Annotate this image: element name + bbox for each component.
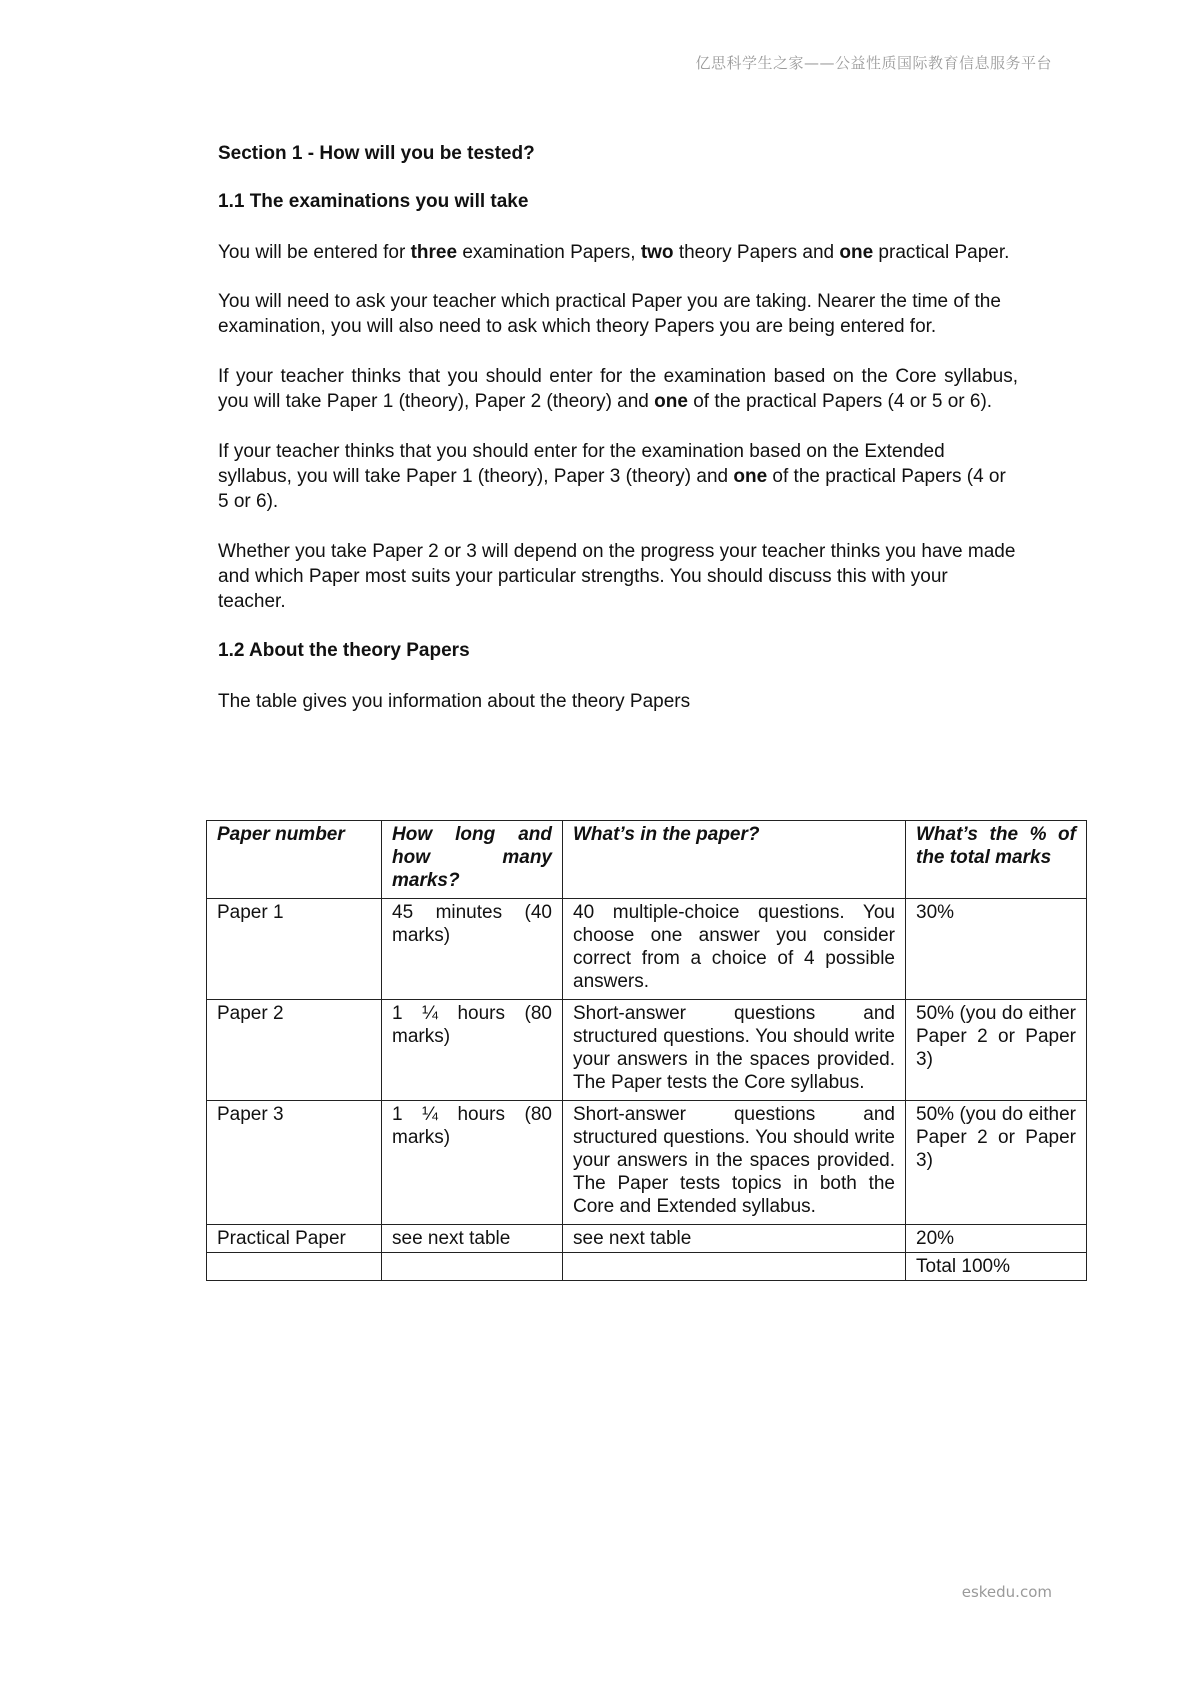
section-title: Section 1 - How will you be tested?: [218, 143, 535, 164]
header-watermark: 亿思科学生之家——公益性质国际教育信息服务平台: [695, 54, 1052, 72]
table-cell: 40 multiple-choice questions. You choose one answer you consider correct from a choice of 4 possible answers.: [563, 899, 906, 1000]
theory-papers-table-wrapper: [206, 820, 1087, 1281]
paragraph-ask-teacher: You will need to ask your teacher which practical Paper you are taking. Nearer the time of the examination, you will also need to ask which theory Papers you are being entered for.: [218, 291, 1001, 337]
footer-watermark: eskedu.com: [961, 1583, 1052, 1601]
table-cell: Practical Paper: [207, 1225, 382, 1253]
table-header-row: [207, 821, 1087, 899]
table-cell: 1 ¼ hours (80 marks): [382, 1101, 563, 1225]
paragraph-papers-entered: You will be entered for three examination Papers, two theory Papers and one practical Paper.: [218, 242, 1010, 263]
table-row: [207, 1225, 1087, 1253]
table-cell: Paper 2: [207, 1000, 382, 1101]
table-row: [207, 899, 1087, 1000]
table-cell: 30%: [906, 899, 1087, 1000]
paragraph-paper-choice: Whether you take Paper 2 or 3 will depend on the progress your teacher thinks you have made and which Paper most suits your particular strengths. You should discuss this with your teacher.: [218, 541, 1016, 612]
subsection-title-1-2: 1.2 About the theory Papers: [218, 640, 470, 661]
table-cell: 50% (you do either Paper 2 or Paper 3): [906, 1000, 1087, 1101]
table-header-cell: What’s the % of the total marks: [906, 821, 1087, 899]
table-cell: [207, 1253, 382, 1281]
table-cell: [563, 1253, 906, 1281]
table-cell: Total 100%: [906, 1253, 1087, 1281]
table-header-cell: How long and how many marks?: [382, 821, 563, 899]
table-cell: see next table: [382, 1225, 563, 1253]
table-row: [207, 1101, 1087, 1225]
table-header-cell: What’s in the paper?: [563, 821, 906, 899]
table-cell: Paper 1: [207, 899, 382, 1000]
table-row: [207, 1000, 1087, 1101]
table-cell: 1 ¼ hours (80 marks): [382, 1000, 563, 1101]
theory-papers-table: [206, 820, 1087, 1281]
subsection-title-1-1: 1.1 The examinations you will take: [218, 191, 529, 212]
table-cell: see next table: [563, 1225, 906, 1253]
table-cell: Short-answer questions and structured questions. You should write your answers in the spaces provided. The Paper tests the Core syllabus.: [563, 1000, 906, 1101]
document-body: [218, 142, 1018, 739]
table-cell: 20%: [906, 1225, 1087, 1253]
paragraph-table-intro: The table gives you information about the theory Papers: [218, 691, 691, 712]
paragraph-extended-syllabus: If your teacher thinks that you should enter for the examination based on the Extended syllabus, you will take Paper 1 (theory), Paper 3 (theory) and one of the practical Papers (4 or 5 or 6).: [218, 441, 1006, 512]
table-cell: Paper 3: [207, 1101, 382, 1225]
table-row: [207, 1253, 1087, 1281]
table-header-cell: Paper number: [207, 821, 382, 899]
table-cell: 45 minutes (40 marks): [382, 899, 563, 1000]
table-cell: 50% (you do either Paper 2 or Paper 3): [906, 1101, 1087, 1225]
table-cell: [382, 1253, 563, 1281]
table-cell: Short-answer questions and structured questions. You should write your answers in the spaces provided. The Paper tests topics in both the Core and Extended syllabus.: [563, 1101, 906, 1225]
paragraph-core-syllabus: If your teacher thinks that you should enter for the examination based on the Core syllabus, you will take Paper 1 (theory), Paper 2 (theory) and one of the practical Papers (4 or 5 or 6).: [218, 366, 1018, 412]
